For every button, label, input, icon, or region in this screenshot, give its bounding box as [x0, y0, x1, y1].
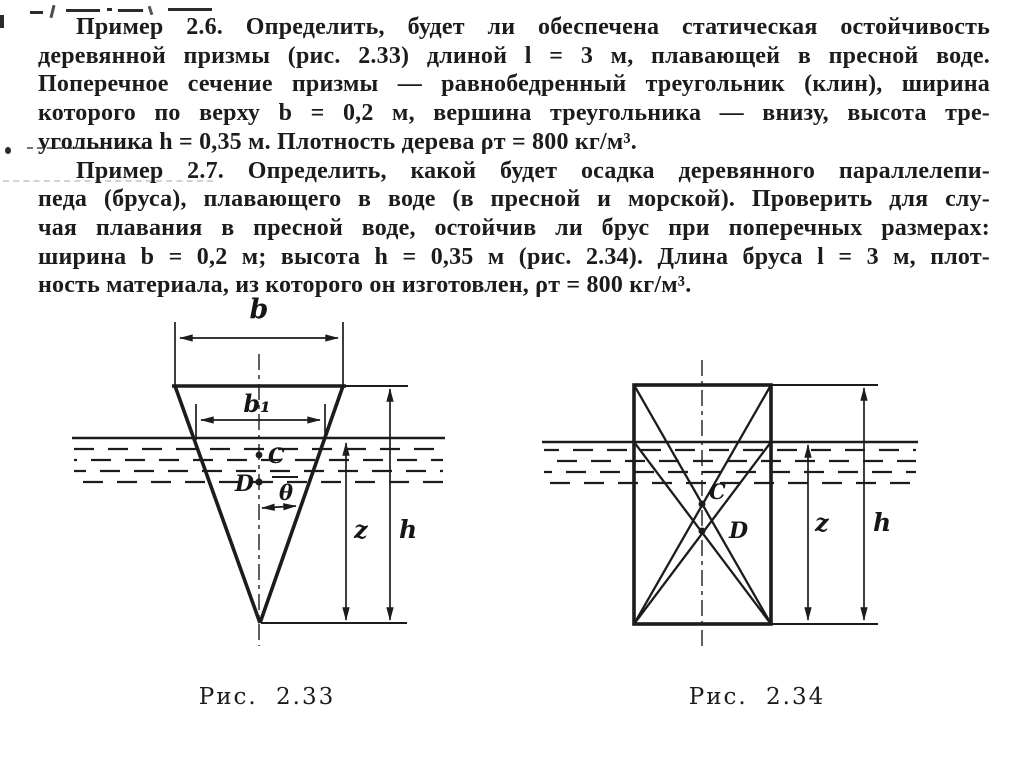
- paragraph-line: педа (бруса), плавающего в воде (в пресной и морской). Проверить для слу-: [38, 186, 990, 213]
- scan-artifact: [168, 8, 212, 11]
- figure-caption: Рис. 2.33: [198, 684, 336, 710]
- center-of-buoyancy-label: D: [729, 518, 749, 544]
- figure-2-33: [72, 294, 445, 710]
- center-of-gravity-dot: [699, 501, 706, 508]
- paragraph-line: ширина b = 0,2 м; высота h = 0,35 м (рис. 2.34). Длина бруса l = 3 м, плот-: [38, 243, 990, 270]
- paragraph-line: Пример 2.6. Определить, будет ли обеспечена статическая остойчивость: [76, 14, 990, 40]
- draft-label: z: [815, 508, 829, 537]
- height-label: h: [873, 508, 892, 537]
- height-label: h: [399, 515, 418, 544]
- figure-caption: Рис. 2.34: [688, 684, 826, 710]
- prism-right-side: [260, 386, 343, 623]
- scan-artifact: [107, 8, 112, 11]
- text-block: [38, 13, 990, 300]
- figures-canvas: [0, 290, 1024, 767]
- heel-angle-arrow: [262, 506, 296, 508]
- paragraph-line: угольника h = 0,35 м. Плотность дерева ρт = 800 кг/м³.: [38, 128, 637, 155]
- figure-2-34: [542, 360, 918, 710]
- center-of-buoyancy-dot: [255, 478, 262, 485]
- center-of-gravity-dot: [256, 452, 263, 459]
- scan-artifact: [0, 15, 4, 28]
- scan-artifact: [118, 9, 143, 12]
- theta-label: θ: [278, 480, 294, 505]
- paragraph-line: деревянной призмы (рис. 2.33) длиной l = 3 м, плавающей в пресной воде.: [38, 42, 990, 69]
- center-of-buoyancy-dot: [699, 528, 706, 535]
- center-of-gravity-label: C: [268, 443, 285, 468]
- draft-label: z: [354, 515, 368, 544]
- center-of-buoyancy-label: D: [234, 471, 254, 497]
- scan-artifact: [5, 147, 11, 154]
- paragraph-line: ность материала, из которого он изготовлен, ρт = 800 кг/м³.: [38, 272, 692, 299]
- b1-label: b₁: [243, 389, 271, 418]
- paragraph-line: чая плавания в пресной воде, остойчив ли брус при поперечных размерах:: [38, 214, 990, 241]
- center-of-gravity-label: C: [709, 479, 726, 504]
- paragraph-line: Поперечное сечение призмы — равнобедренный треугольник (клин), ширина: [38, 71, 990, 98]
- scan-artifact: [66, 9, 100, 12]
- paragraph-line: Пример 2.7. Определить, какой будет осадка деревянного параллелепи-: [76, 157, 990, 184]
- prism-left-side: [175, 386, 260, 623]
- b-label: b: [249, 294, 269, 325]
- paragraph-line: которого по верху b = 0,2 м, вершина треугольника — внизу, высота тре-: [38, 100, 990, 127]
